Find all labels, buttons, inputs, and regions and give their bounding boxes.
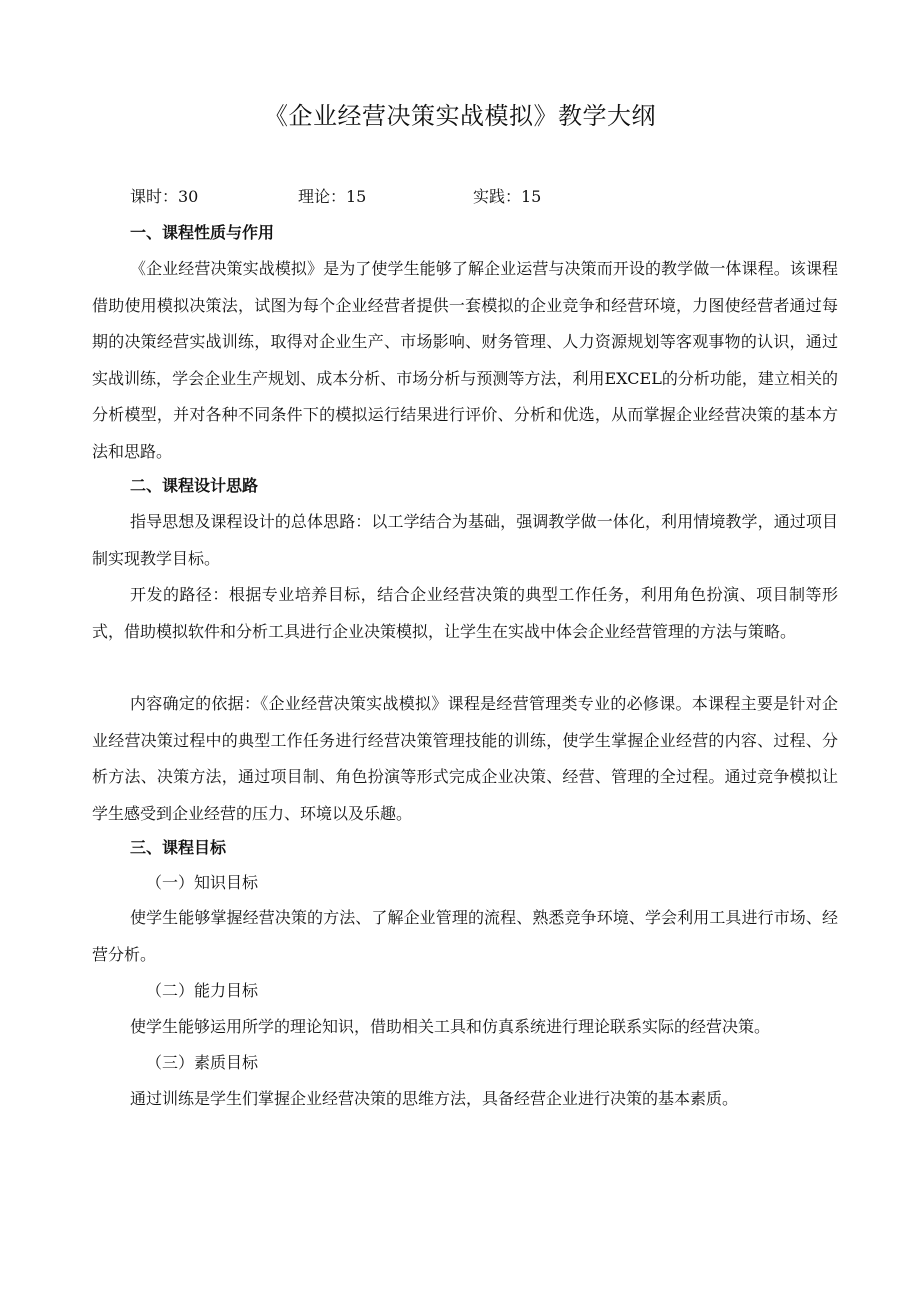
- total-hours: 课时：30: [130, 187, 199, 206]
- course-hours-line: [0, 184, 920, 208]
- document-title: 《企业经营决策实战模拟》教学大纲: [264, 102, 656, 130]
- design-paragraph-path: 开发的路径：根据专业培养目标，结合企业经营决策的典型工作任务，利用角色扮演、项目制等形式，借助模拟软件和分析工具进行企业决策模拟，让学生在实战中体会企业经营管理的方法与策略。: [92, 585, 838, 641]
- ability-goals-paragraph: 使学生能够运用所学的理论知识，借助相关工具和仿真系统进行理论联系实际的经营决策。: [130, 1017, 771, 1036]
- section-heading-goals: 三、课程目标: [130, 838, 227, 857]
- subheading-ability-goals: （二）能力目标: [146, 981, 259, 1000]
- knowledge-goals-paragraph: 使学生能够掌握经营决策的方法、了解企业管理的流程、熟悉竞争环境、学会利用工具进行市场、经营分析。: [92, 908, 838, 964]
- subheading-knowledge-goals: （一）知识目标: [146, 873, 259, 892]
- section-paragraph-nature: 《企业经营决策实战模拟》是为了使学生能够了解企业运营与决策而开设的教学做一体课程。该课程借助使用模拟决策法，试图为每个企业经营者提供一套模拟的企业竞争和经营环境，力图使经营者通过每期的决策经营实战训练，取得对企业生产、市场影响、财务管理、人力资源规划等客观事物的认识，通过实战训练，学会企业生产规划、成本分析、市场分析与预测等方法，利用EXCEL的分析功能，建立相关的分析模型，并对各种不同条件下的模拟运行结果进行评价、分析和优选，从而掌握企业经营决策的基本方法和思路。: [92, 259, 838, 461]
- section-heading-nature: 一、课程性质与作用: [130, 223, 275, 242]
- theory-hours: 理论：15: [298, 187, 367, 206]
- design-paragraph-guideline: 指导思想及课程设计的总体思路：以工学结合为基础，强调教学做一体化，利用情境教学，通过项目制实现教学目标。: [92, 512, 838, 568]
- design-paragraph-basis: 内容确定的依据：《企业经营决策实战模拟》课程是经营管理类专业的必修课。本课程主要是针对企业经营决策过程中的典型工作任务进行经营决策管理技能的训练，使学生掌握企业经营的内容、过程、分析方法、决策方法，通过项目制、角色扮演等形式完成企业决策、经营、管理的全过程。通过竞争模拟让学生感受到企业经营的压力、环境以及乐趣。: [92, 694, 838, 823]
- section-heading-design: 二、课程设计思路: [130, 476, 259, 495]
- quality-goals-paragraph: 通过训练是学生们掌握企业经营决策的思维方法，具备经营企业进行决策的基本素质。: [130, 1089, 739, 1108]
- practice-hours: 实践：15: [473, 187, 542, 206]
- subheading-quality-goals: （三）素质目标: [146, 1053, 259, 1072]
